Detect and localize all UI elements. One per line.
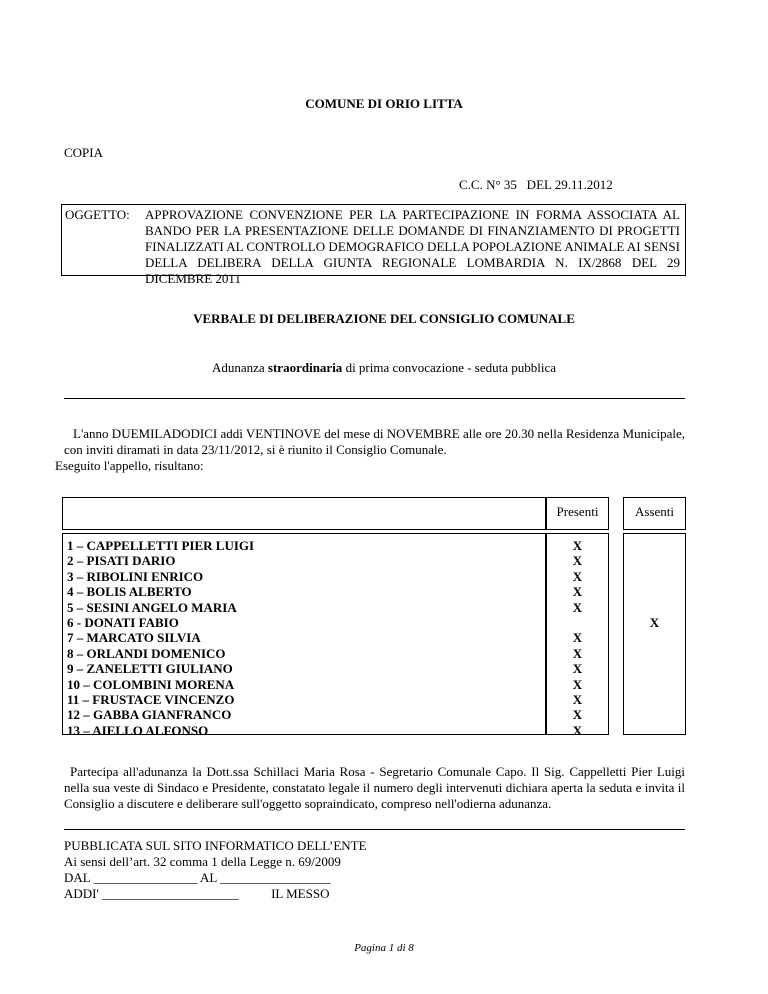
oggetto-label: OGGETTO: — [65, 207, 130, 222]
assente-mark — [624, 692, 685, 707]
member-name: 7 – MARCATO SILVIA — [67, 630, 201, 646]
member-name: 10 – COLOMBINI MORENA — [67, 676, 235, 692]
presenti-header-cell — [546, 497, 609, 530]
assente-mark — [624, 661, 685, 676]
assente-mark: X — [649, 615, 660, 630]
assente-mark — [624, 723, 685, 738]
comune-title: COMUNE DI ORIO LITTA — [305, 96, 463, 111]
adunanza-suffix: di prima convocazione - seduta pubblica — [342, 360, 557, 375]
assente-mark — [624, 707, 685, 722]
partecipa-paragraph: Partecipa all'adunanza la Dott.ssa Schillaci Maria Rosa - Segretario Comunale Capo. Il Sig. Cappelletti Pier Luigi nella sua veste di Sindaco e Presidente, constatato legale il numero degli intervenuti dichiara aperta la seduta e invita il Consiglio a discutere e deliberare sull'oggetto sopraindicato, compreso nell'odierna adunanza. — [64, 764, 685, 811]
appello-line: Eseguito l'appello, risultano: — [55, 458, 204, 473]
presente-mark: X — [572, 630, 583, 646]
assente-mark — [624, 553, 685, 568]
pub-line-4: ADDI' _____________________ IL MESSO — [64, 886, 330, 901]
pub-line-3: DAL ________________ AL _________________ — [64, 870, 331, 885]
divider — [64, 398, 685, 399]
member-name: 2 – PISATI DARIO — [67, 553, 176, 569]
member-name: 1 – CAPPELLETTI PIER LUIGI — [67, 538, 255, 553]
member-name: 3 – RIBOLINI ENRICO — [67, 568, 204, 584]
attendance-table — [62, 497, 686, 736]
member-name: 13 – AIELLO ALFONSO — [67, 722, 209, 738]
adunanza-prefix: Adunanza — [211, 360, 268, 375]
presente-mark: X — [572, 676, 583, 692]
copia-label: COPIA — [64, 145, 104, 160]
assenti-header-cell — [623, 497, 686, 530]
divider — [64, 829, 685, 830]
presente-mark: X — [572, 722, 583, 738]
member-name: 6 - DONATI FABIO — [67, 615, 179, 630]
presente-mark — [547, 615, 608, 630]
assente-mark — [624, 538, 685, 553]
member-name: 5 – SESINI ANGELO MARIA — [67, 599, 237, 615]
presente-mark: X — [572, 645, 583, 661]
presente-mark: X — [572, 599, 583, 615]
cc-reference: C.C. N° 35 DEL 29.11.2012 — [459, 177, 613, 192]
presente-mark: X — [572, 538, 583, 553]
presenti-column — [546, 533, 609, 738]
member-name: 12 – GABBA GIANFRANCO — [67, 707, 232, 723]
presente-mark: X — [572, 568, 583, 584]
presente-mark: X — [572, 553, 583, 569]
oggetto-text: APPROVAZIONE CONVENZIONE PER LA PARTECIPAZIONE IN FORMA ASSOCIATA AL BANDO PER LA PRESENTAZIONE DELLE DOMANDE DI FINANZIAMENTO DI PROGETTI FINALIZZATI AL CONTROLLO DEMOGRAFICO DELLA POPOLAZIONE ANIMALE AI SENSI DELLA DELIBERA DELLA GIUNTA REGIONALE LOMBARDIA N. IX/2868 DEL 29 DICEMBRE 2011 — [145, 207, 680, 286]
assente-mark — [624, 630, 685, 645]
presente-mark: X — [572, 707, 583, 723]
assente-mark — [624, 584, 685, 599]
assente-mark — [624, 600, 685, 615]
presenti-header: Presenti — [556, 504, 599, 519]
member-name: 4 – BOLIS ALBERTO — [67, 584, 192, 600]
intro-line: L'anno DUEMILADODICI addì VENTINOVE del mese di NOVEMBRE alle ore 20.30 nella Residenza Municipale, con inviti diramati in data 23/11/2012, si è riunito il Consiglio Comunale. — [64, 426, 685, 457]
names-column — [62, 533, 546, 738]
adunanza-type: straordinaria — [267, 360, 343, 375]
adunanza-line — [0, 360, 768, 376]
pub-line-2: Ai sensi dell’art. 32 comma 1 della Legge n. 69/2009 — [64, 854, 341, 869]
presente-mark: X — [572, 584, 583, 600]
oggetto-box — [61, 204, 686, 286]
member-name: 11 – FRUSTACE VINCENZO — [67, 692, 235, 707]
assente-mark — [624, 646, 685, 661]
member-name: 9 – ZANELETTI GIULIANO — [67, 661, 233, 677]
assenti-header: Assenti — [635, 504, 674, 519]
names-header-cell — [62, 497, 546, 530]
pubblicazione-block — [64, 838, 367, 902]
verbale-title: VERBALE DI DELIBERAZIONE DEL CONSIGLIO COMUNALE — [193, 311, 575, 326]
assente-mark — [624, 569, 685, 584]
assente-mark — [624, 677, 685, 692]
page-number: Pagina 1 di 8 — [354, 942, 414, 954]
assenti-column — [623, 533, 686, 735]
presente-mark: X — [572, 661, 583, 677]
member-name: 8 – ORLANDI DOMENICO — [67, 645, 226, 661]
pub-line-1: PUBBLICATA SUL SITO INFORMATICO DELL’ENTE — [64, 838, 367, 853]
intro-paragraph — [55, 426, 685, 474]
presente-mark: X — [572, 692, 583, 707]
